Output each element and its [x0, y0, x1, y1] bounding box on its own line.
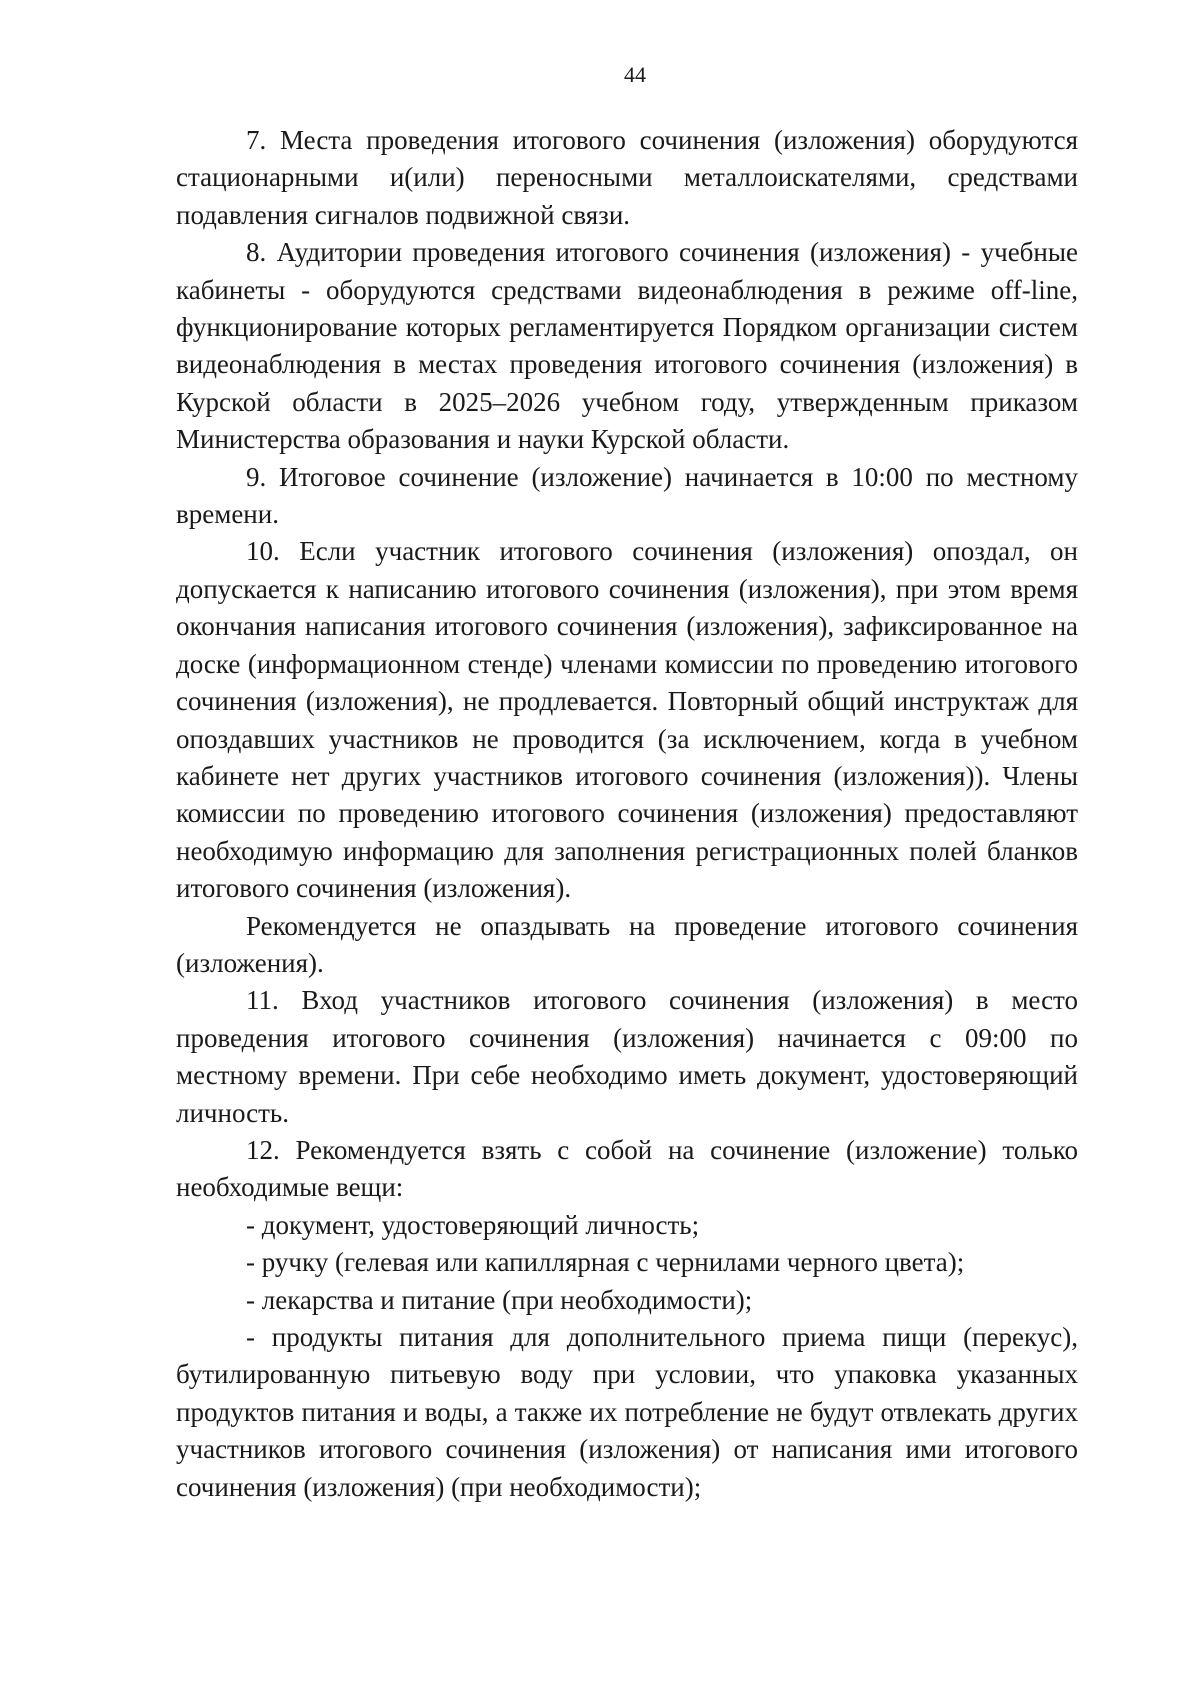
paragraph-12-items: 12. Рекомендуется взять с собой на сочинение (изложение) только необходимые вещи: — [176, 1134, 1078, 1203]
paragraph-11-entry: 11. Вход участников итогового сочинения (изложения) в место проведения итогового сочинения (изложения) начинается с 09:00 по местному времени. При себе необходимо иметь документ, удостоверяющий личность. — [176, 985, 1078, 1128]
list-item-food-water: - продукты питания для дополнительного приема пищи (перекус), бутилированную питьевую воду при условии, что упаковка указанных продуктов питания и воды, а также их потребление не будут отвлекать других участников итогового сочинения (изложения) от написания ими итогового сочинения (изложения) (при необходимости); — [176, 1322, 1078, 1502]
list-item-id-document: - документ, удостоверяющий личность; — [246, 1209, 700, 1240]
paragraph-10-late-participants: 10. Если участник итогового сочинения (изложения) опоздал, он допускается к написанию итогового сочинения (изложения), при этом время окончания написания итогового сочинения (изложения), зафиксированное на доске (информационном стенде) членами комиссии по проведению итогового сочинения (изложения), не продлевается. Повторный общий инструктаж для опоздавших участников не проводится (за исключением, когда в учебном кабинете нет других участников итогового сочинения (изложения)). Члены комиссии по проведению итогового сочинения (изложения) предоставляют необходимую информацию для заполнения регистрационных полей бланков итогового сочинения (изложения). — [176, 536, 1078, 904]
paragraph-recommendation-punctuality: Рекомендуется не опаздывать на проведение итогового сочинения (изложения). — [176, 910, 1078, 978]
paragraph-8-video-surveillance: 8. Аудитории проведения итогового сочинения (изложения) - учебные кабинеты - оборудуются средствами видеонаблюдения в режиме off-line, функционирование которых регламентируется Порядком организации систем видеонаблюдения в местах проведения итогового сочинения (изложения) в Курской области в 2025–2026 учебном году, утвержденным приказом Министерства образования и науки Курской области. — [176, 237, 1078, 455]
list-item-pen: - ручку (гелевая или капиллярная с чернилами черного цвета); — [246, 1247, 965, 1278]
document-body — [176, 122, 1078, 1506]
list-item-medicine: - лекарства и питание (при необходимости); — [246, 1284, 753, 1315]
page-number: 44 — [624, 62, 646, 87]
paragraph-9-start-time: 9. Итоговое сочинение (изложение) начинается в 10:00 по местному времени. — [176, 461, 1078, 530]
paragraph-7-metal-detectors: 7. Места проведения итогового сочинения (изложения) оборудуются стационарными и(или) переносными металлоискателями, средствами подавления сигналов подвижной связи. — [176, 125, 1078, 230]
